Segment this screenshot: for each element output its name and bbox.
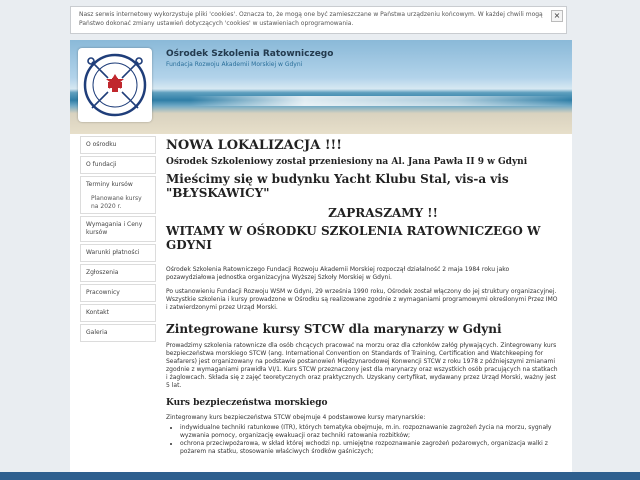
- list-item: • indywidualne techniki ratunkowe (ITR), których tematyka obejmuje, m.in. rozpoznawanie zagrożeń życia na morzu, sygnały wyzwania pomocy, organizację ewakuacji oraz techniki ratowania rozbitków;: [180, 424, 560, 440]
- heading-stcw: Zintegrowane kursy STCW dla marynarzy w Gdyni: [166, 322, 502, 336]
- sidebar-subitem-planowane-kursy[interactable]: Planowane kursy na 2020 r.: [91, 195, 142, 210]
- heading-new-location: NOWA LOKALIZACJA !!!: [166, 138, 342, 153]
- heading-welcome: WITAMY W OŚRODKU SZKOLENIA RATOWNICZEGO W GDYNI: [166, 224, 541, 252]
- paragraph-kurs-intro: Zintegrowany kurs bezpieczeństwa STCW obejmuje 4 podstawowe kursy marynarskie:: [166, 414, 426, 421]
- cookie-text: Nasz serwis internetowy wykorzystuje pliki 'cookies'. Oznacza to, że mogą one być zamieszczane w Państwa urządzeniu końcowym. W każdej chwili mogą Państwo dokonać zmiany ustawień dotyczących 'cookies' w ustawieniach oprogramowania.: [79, 11, 543, 27]
- list-item: • ochrona przeciwpożarowa, w skład której wchodzi np. umiejętne rozpoznawanie zagrożeń pożarowych, organizacja walki z pożarem na statku, stosowanie właściwych środków gaśniczych;: [180, 440, 560, 456]
- sidebar-nav: [80, 136, 156, 344]
- sidebar-item-warunki-platnosci[interactable]: Warunki płatności: [80, 244, 156, 262]
- sidebar-item-terminy-kursow[interactable]: Terminy kursów: [81, 177, 155, 193]
- heading-kurs: Kurs bezpieczeństwa morskiego: [166, 398, 328, 408]
- heading-moved: Ośrodek Szkoleniowy został przeniesiony na Al. Jana Pawła II 9 w Gdyni: [166, 157, 528, 167]
- sidebar-item-zgloszenia[interactable]: Zgłoszenia: [80, 264, 156, 282]
- sidebar-item-pracownicy[interactable]: Pracownicy: [80, 284, 156, 302]
- bottom-bar: [0, 472, 640, 480]
- page-container: [70, 40, 572, 480]
- heading-invite: ZAPRASZAMY !!: [328, 206, 438, 220]
- close-icon[interactable]: ×: [551, 10, 563, 22]
- site-title[interactable]: Ośrodek Szkolenia Ratowniczego: [166, 49, 334, 59]
- paragraph-foundation: Po ustanowieniu Fundacji Rozwoju WSM w Gdyni, 29 września 1990 roku, Ośrodek został włączony do jej struktury organizacyjnej. Wszystkie szkolenia i kursy prowadzone w Ośrodku są realizowane zgodnie z wymaganiami programowymi określonymi Przez IMO i zatwierdzonymi przez Urząd Morski.: [166, 288, 558, 311]
- paragraph-history: Ośrodek Szkolenia Ratowniczego Fundacji Rozwoju Akademii Morskiej rozpoczął działalność 2 maja 1984 roku jako pozawydziałowa jednostka organizacyjna Wyższej Szkoły Morskiej w Gdyni.: [166, 266, 510, 281]
- site-subtitle: Fundacja Rozwoju Akademii Morskiej w Gdyni: [166, 61, 303, 68]
- sidebar-group-terminy: [80, 176, 156, 214]
- sidebar-item-o-osrodku[interactable]: O ośrodku: [80, 136, 156, 154]
- sidebar-item-o-fundacji[interactable]: O fundacji: [80, 156, 156, 174]
- course-list: [166, 424, 560, 456]
- logo-emblem-icon: [78, 48, 152, 122]
- sidebar-item-wymagania-ceny[interactable]: Wymagania i Ceny kursów: [80, 216, 156, 242]
- heading-yacht-club: Mieścimy się w budynku Yacht Klubu Stal, vis-a vis "BŁYSKAWICY": [166, 172, 509, 200]
- main-content: [166, 138, 560, 456]
- sidebar-item-kontakt[interactable]: Kontakt: [80, 304, 156, 322]
- sidebar-item-galeria[interactable]: Galeria: [80, 324, 156, 342]
- cookie-banner: [70, 6, 567, 34]
- paragraph-stcw: Prowadzimy szkolenia ratownicze dla osób chcących pracować na morzu oraz dla członków załóg pływających. Zintegrowany kurs bezpieczeństwa morskiego STCW (ang. International Convention on Standards of Training, Certification and Watchkeeping for Seafarers) jest organizowany na podstawie postanowień Międzynarodowej Konwencji STCW z roku 1978 z późniejszymi zmianami zgodnie z wymaganiami prawidła VI/1. Kurs STCW przeznaczony jest dla marynarzy oraz wszystkich osób pracujących na statkach i żaglowcach. Składa się z zajęć teoretycznych oraz praktycznych. Uzyskany certyfikat, wydawany przez Urząd Morski, ważny jest 5 lat.: [166, 342, 558, 389]
- header-banner: [70, 40, 572, 134]
- wave-foam: [190, 96, 572, 106]
- logo[interactable]: [78, 48, 152, 122]
